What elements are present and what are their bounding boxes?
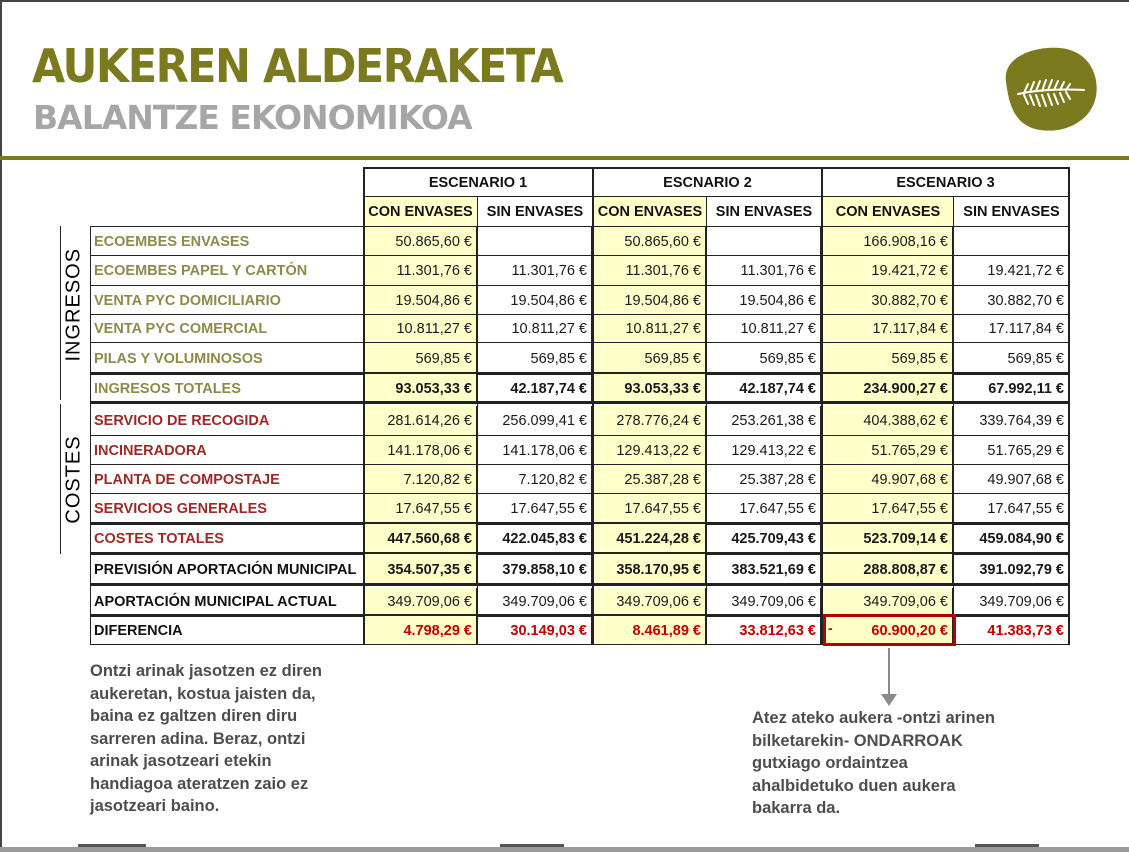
- table-cell: 60.900,20 €: [823, 616, 953, 645]
- table-cell: 569,85 €: [823, 343, 953, 374]
- table-cell: 349.709,06 €: [364, 588, 477, 616]
- table-cell: 19.504,86 €: [478, 286, 592, 315]
- table-cell: [478, 227, 592, 256]
- table-cell: 33.812,63 €: [707, 616, 821, 645]
- row-divider: [90, 226, 1070, 227]
- note-right-line: gutxiago ordaintzea: [752, 754, 908, 772]
- table-cell: 30.882,70 €: [954, 286, 1069, 315]
- table-cell: 17.117,84 €: [823, 315, 953, 343]
- table-cell: 358.170,95 €: [594, 554, 706, 585]
- table-cell: 17.647,55 €: [954, 494, 1069, 524]
- note-right-line: bilketarekin- ONDARROAK: [752, 731, 963, 750]
- table-cell: 4.798,29 €: [364, 616, 477, 645]
- table-cell: 451.224,28 €: [594, 524, 706, 554]
- note-right: [752, 707, 995, 820]
- scenario-2-header: ESCNARIO 2: [663, 174, 752, 191]
- note-left-line: arinak jasotzeari etekin: [90, 752, 272, 770]
- table-cell: 11.301,76 €: [364, 256, 477, 286]
- row-label: INGRESOS TOTALES: [94, 380, 241, 397]
- table-row: [0, 465, 1129, 494]
- scenario-3-difference-highlight: [823, 614, 956, 646]
- table-cell: 19.504,86 €: [707, 286, 821, 315]
- table-cell: 49.907,68 €: [823, 465, 953, 494]
- title-divider: [0, 156, 1129, 160]
- table-cell: 8.461,89 €: [594, 616, 706, 645]
- table-cell: 10.811,27 €: [364, 315, 477, 343]
- table-cell: 17.647,55 €: [594, 494, 706, 524]
- column-divider: [90, 226, 91, 645]
- table-row: [0, 227, 1129, 256]
- table-cell: 278.776,24 €: [594, 406, 706, 436]
- subheader-s2-sin: SIN ENVASES: [715, 203, 813, 220]
- column-divider: [477, 226, 478, 645]
- table-cell: 288.808,87 €: [823, 554, 953, 585]
- table-cell: 129.413,22 €: [707, 436, 821, 465]
- page-title: AUKEREN ALDERAKETA: [32, 40, 563, 94]
- table-cell: 67.992,11 €: [954, 374, 1069, 403]
- table-cell: 422.045,83 €: [478, 524, 592, 554]
- table-cell: 49.907,68 €: [954, 465, 1069, 494]
- table-cell: 129.413,22 €: [594, 436, 706, 465]
- row-label: PLANTA DE COMPOSTAJE: [94, 471, 280, 488]
- column-divider: [821, 226, 823, 645]
- note-left-line: baina ez galtzen diren diru: [90, 707, 298, 725]
- table-cell: 30.882,70 €: [823, 286, 953, 315]
- fern-leaf-icon: [996, 42, 1100, 134]
- arrow-line: [888, 648, 890, 698]
- table-cell: 7.120,82 €: [364, 465, 477, 494]
- row-label: ECOEMBES PAPEL Y CARTÓN: [94, 263, 308, 279]
- table-cell: [954, 227, 1069, 256]
- row-label: SERVICIO DE RECOGIDA: [94, 413, 270, 429]
- table-cell: 569,85 €: [478, 343, 592, 374]
- table-cell: 523.709,14 €: [823, 524, 953, 554]
- table-cell: 42.187,74 €: [478, 374, 592, 403]
- note-right-line: ahalbidetuko duen aukera: [752, 776, 956, 795]
- table-cell: 17.647,55 €: [478, 494, 592, 524]
- table-row: [0, 256, 1129, 286]
- table-cell: 19.504,86 €: [364, 286, 477, 315]
- table-cell: 141.178,06 €: [364, 436, 477, 465]
- table-cell: 17.647,55 €: [364, 494, 477, 524]
- note-right-line: Atez ateko aukera -ontzi arinen: [752, 709, 995, 727]
- table-cell: 11.301,76 €: [707, 256, 821, 286]
- table-row: [0, 286, 1129, 315]
- note-left: [90, 660, 322, 818]
- table-row: [0, 406, 1129, 436]
- table-cell: 10.811,27 €: [594, 315, 706, 343]
- subheader-s3-sin: SIN ENVASES: [963, 203, 1060, 220]
- subheader-s2-con: CON ENVASES: [594, 197, 706, 226]
- column-divider: [706, 226, 707, 645]
- table-cell: 50.865,60 €: [594, 227, 706, 256]
- table-cell: 42.187,74 €: [707, 374, 821, 403]
- table-cell: 25.387,28 €: [707, 465, 821, 494]
- table-cell: 349.709,06 €: [478, 588, 592, 616]
- row-label: DIFERENCIA: [94, 622, 183, 639]
- note-left-line: Ontzi arinak jasotzen ez diren: [90, 662, 322, 680]
- table-cell: 281.614,26 €: [364, 406, 477, 436]
- row-label: PREVISIÓN APORTACIÓN MUNICIPAL: [94, 561, 357, 578]
- subheader-s3-con: CON ENVASES: [823, 197, 953, 226]
- row-label: SERVICIOS GENERALES: [94, 501, 267, 517]
- table-cell: 41.383,73 €: [954, 616, 1069, 645]
- table-cell: 51.765,29 €: [954, 436, 1069, 465]
- table-cell: 447.560,68 €: [364, 524, 477, 554]
- table-cell: 569,85 €: [707, 343, 821, 374]
- arrow-down-icon: [881, 694, 897, 706]
- table-row: [0, 436, 1129, 465]
- row-divider: [90, 583, 1070, 586]
- table-cell: 25.387,28 €: [594, 465, 706, 494]
- table-cell: 253.261,38 €: [707, 406, 821, 436]
- minus-sign: -: [828, 620, 833, 636]
- table-cell: 379.858,10 €: [478, 554, 592, 585]
- table-row: [0, 524, 1129, 554]
- table-cell: 30.149,03 €: [478, 616, 592, 645]
- table-row: [0, 343, 1129, 374]
- row-label: VENTA PYC DOMICILIARIO: [94, 292, 281, 309]
- note-left-line: aukeretan, kostua jaisten da,: [90, 684, 316, 703]
- table-cell: 349.709,06 €: [594, 588, 706, 616]
- table-cell: 349.709,06 €: [707, 588, 821, 616]
- row-label: VENTA PYC COMERCIAL: [94, 321, 268, 337]
- table-cell: 51.765,29 €: [823, 436, 953, 465]
- column-divider: [1068, 226, 1070, 645]
- row-divider: [90, 401, 1070, 404]
- row-label: PILAS Y VOLUMINOSOS: [94, 350, 263, 367]
- table-cell: 10.811,27 €: [478, 315, 592, 343]
- table-cell: 93.053,33 €: [364, 374, 477, 403]
- note-left-line: jasotzeari baino.: [90, 797, 220, 815]
- table-row: [0, 616, 1129, 645]
- table-cell: 93.053,33 €: [594, 374, 706, 403]
- table-cell: 11.301,76 €: [594, 256, 706, 286]
- table-cell: 10.811,27 €: [707, 315, 821, 343]
- table-cell: 166.908,16 €: [823, 227, 953, 256]
- note-left-line: sarreren adina. Beraz, ontzi: [90, 729, 306, 748]
- bottom-decor: [0, 844, 1129, 852]
- scenario-1-header: ESCENARIO 1: [428, 174, 528, 191]
- note-right-line: bakarra da.: [752, 799, 841, 817]
- note-left-line: handiagoa ateratzen zaio ez: [90, 774, 309, 793]
- table-cell: 569,85 €: [594, 343, 706, 374]
- table-row: [0, 554, 1129, 585]
- table-cell: 349.709,06 €: [823, 588, 953, 616]
- table-cell: 404.388,62 €: [823, 406, 953, 436]
- table-cell: 383.521,69 €: [707, 554, 821, 585]
- row-label: COSTES TOTALES: [94, 531, 224, 547]
- table-cell: 354.507,35 €: [364, 554, 477, 585]
- table-cell: 256.099,41 €: [478, 406, 592, 436]
- table-cell: 141.178,06 €: [478, 436, 592, 465]
- table-cell: 19.504,86 €: [594, 286, 706, 315]
- table-cell: 17.117,84 €: [954, 315, 1069, 343]
- subheader-s1-sin: SIN ENVASES: [486, 203, 584, 220]
- table-cell: 339.764,39 €: [954, 406, 1069, 436]
- group-label-ingresos: INGRESOS: [62, 247, 85, 362]
- table-cell: 19.421,72 €: [823, 256, 953, 286]
- column-divider: [953, 226, 954, 645]
- page-subtitle: BALANTZE EKONOMIKOA: [33, 98, 472, 137]
- row-label: ECOEMBES ENVASES: [94, 233, 250, 250]
- table-row: [0, 374, 1129, 403]
- table-row: [0, 494, 1129, 524]
- table-cell: 459.084,90 €: [954, 524, 1069, 554]
- scenario-3-header: ESCENARIO 3: [896, 174, 995, 191]
- table-cell: 391.092,79 €: [954, 554, 1069, 585]
- column-divider: [592, 226, 594, 645]
- table-cell: 349.709,06 €: [954, 588, 1069, 616]
- table-cell: [707, 227, 821, 256]
- row-label: INCINERADORA: [94, 442, 207, 459]
- table-cell: 17.647,55 €: [707, 494, 821, 524]
- table-row: [0, 588, 1129, 616]
- group-label-costes: COSTES: [62, 435, 85, 524]
- column-divider: [363, 226, 365, 645]
- table-cell: 11.301,76 €: [478, 256, 592, 286]
- table-cell: 7.120,82 €: [478, 465, 592, 494]
- table-cell: 19.421,72 €: [954, 256, 1069, 286]
- table-cell: 17.647,55 €: [823, 494, 953, 524]
- table-cell: 569,85 €: [364, 343, 477, 374]
- table-cell: 569,85 €: [954, 343, 1069, 374]
- subheader-s1-con: CON ENVASES: [364, 197, 477, 226]
- row-label: APORTACIÓN MUNICIPAL ACTUAL: [94, 594, 337, 610]
- table-row: [0, 315, 1129, 343]
- table-cell: 425.709,43 €: [707, 524, 821, 554]
- table-cell: 234.900,27 €: [823, 374, 953, 403]
- table-cell: 50.865,60 €: [364, 227, 477, 256]
